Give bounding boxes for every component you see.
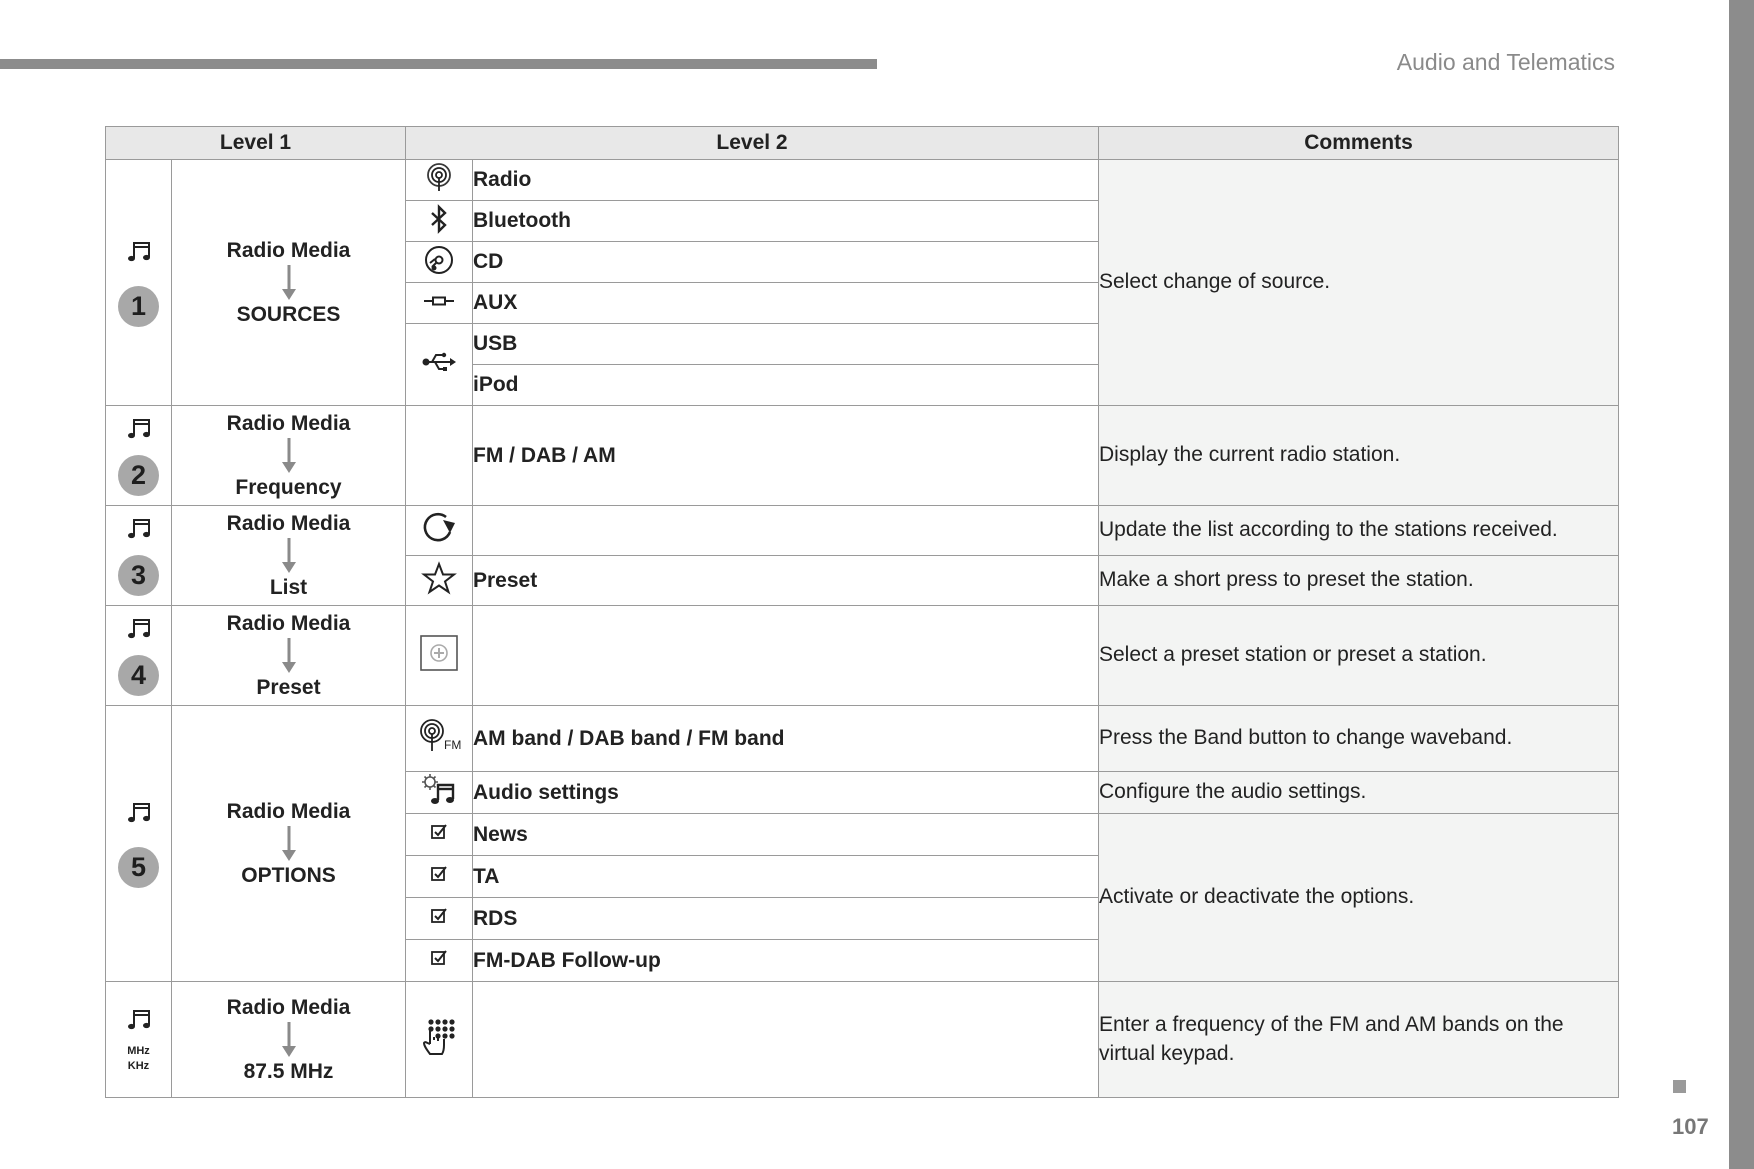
icon-cell bbox=[406, 283, 473, 324]
icon-cell bbox=[406, 242, 473, 283]
comment-cell: Activate or deactivate the options. bbox=[1099, 814, 1619, 982]
level1-cell-list bbox=[172, 506, 406, 606]
music-note-icon bbox=[126, 799, 152, 825]
usb-icon bbox=[421, 351, 457, 373]
level2-label: TA bbox=[473, 856, 1099, 898]
icon-cell bbox=[406, 814, 473, 856]
level2-label: Preset bbox=[473, 556, 1099, 606]
icon-cell bbox=[406, 772, 473, 814]
table-row bbox=[106, 982, 1619, 1098]
table-row bbox=[106, 406, 1619, 506]
icon-cell bbox=[406, 856, 473, 898]
header-comments: Comments bbox=[1099, 127, 1619, 160]
mhz-label: MHz bbox=[127, 1044, 150, 1057]
icon-cell bbox=[406, 606, 473, 706]
level1-cell-frequency bbox=[172, 406, 406, 506]
comment-cell: Enter a frequency of the FM and AM bands on the virtual keypad. bbox=[1099, 982, 1619, 1098]
khz-label: KHz bbox=[127, 1059, 150, 1072]
page-edge-strip bbox=[1729, 0, 1754, 1169]
level1-cell-sources bbox=[172, 160, 406, 406]
level2-label: RDS bbox=[473, 898, 1099, 940]
icon-cell bbox=[406, 160, 473, 201]
icon-cell bbox=[406, 556, 473, 606]
icon-cell bbox=[406, 506, 473, 556]
step-cell-3 bbox=[106, 506, 172, 606]
step-cell-1 bbox=[106, 160, 172, 406]
header-level2: Level 2 bbox=[406, 127, 1099, 160]
level2-label: USB bbox=[473, 324, 1099, 365]
band-icon bbox=[420, 719, 462, 753]
level1-top-label: Radio Media bbox=[226, 411, 351, 435]
arrow-down-icon bbox=[281, 265, 297, 301]
level2-label-empty bbox=[473, 982, 1099, 1098]
level2-label: Audio settings bbox=[473, 772, 1099, 814]
level1-top-label: Radio Media bbox=[226, 995, 351, 1019]
page-number: 107 bbox=[1672, 1114, 1709, 1139]
step-cell-4 bbox=[106, 606, 172, 706]
arrow-down-icon bbox=[281, 1022, 297, 1058]
keypad-icon bbox=[422, 1016, 456, 1058]
step-number-badge: 4 bbox=[118, 655, 159, 696]
arrow-down-icon bbox=[281, 826, 297, 862]
table-row bbox=[106, 160, 1619, 201]
arrow-down-icon bbox=[281, 538, 297, 574]
level1-bottom-label: 87.5 MHz bbox=[243, 1059, 334, 1083]
icon-cell bbox=[406, 982, 473, 1098]
level1-cell-options bbox=[172, 706, 406, 982]
comment-cell: Update the list according to the stations received. bbox=[1099, 506, 1619, 556]
comment-cell: Press the Band button to change waveband. bbox=[1099, 706, 1619, 772]
level1-top-label: Radio Media bbox=[226, 511, 351, 535]
level1-top-label: Radio Media bbox=[226, 238, 351, 262]
icon-cell-empty bbox=[406, 406, 473, 506]
table-row bbox=[106, 506, 1619, 556]
level2-label: AUX bbox=[473, 283, 1099, 324]
arrow-down-icon bbox=[281, 438, 297, 474]
table-row bbox=[106, 606, 1619, 706]
music-note-icon bbox=[126, 615, 152, 641]
icon-cell bbox=[406, 201, 473, 242]
music-note-icon bbox=[126, 415, 152, 441]
step-cell-5 bbox=[106, 706, 172, 982]
checkbox-icon bbox=[430, 823, 448, 841]
level2-label: Radio bbox=[473, 160, 1099, 201]
comment-cell: Make a short press to preset the station. bbox=[1099, 556, 1619, 606]
music-note-icon bbox=[126, 1006, 152, 1032]
level1-bottom-label: List bbox=[269, 575, 308, 599]
level1-bottom-label: OPTIONS bbox=[241, 863, 336, 887]
level2-label: FM-DAB Follow-up bbox=[473, 940, 1099, 982]
refresh-icon bbox=[421, 511, 457, 545]
level2-label-empty bbox=[473, 606, 1099, 706]
icon-cell bbox=[406, 940, 473, 982]
level2-label: FM / DAB / AM bbox=[473, 406, 1099, 506]
band-icon-text: FM bbox=[444, 738, 462, 752]
checkbox-icon bbox=[430, 907, 448, 925]
table-header-row bbox=[106, 127, 1619, 160]
radio-icon bbox=[425, 164, 453, 192]
level2-label: iPod bbox=[473, 365, 1099, 406]
level2-label: CD bbox=[473, 242, 1099, 283]
icon-cell bbox=[406, 898, 473, 940]
level2-label: News bbox=[473, 814, 1099, 856]
step-number-badge: 3 bbox=[118, 555, 159, 596]
step-number-badge: 5 bbox=[118, 847, 159, 888]
music-note-icon bbox=[126, 238, 152, 264]
cd-icon bbox=[424, 245, 454, 275]
level2-label: AM band / DAB band / FM band bbox=[473, 706, 1099, 772]
icon-cell bbox=[406, 706, 473, 772]
step-number-badge: 2 bbox=[118, 455, 159, 496]
aux-icon bbox=[423, 294, 455, 308]
comment-cell: Configure the audio settings. bbox=[1099, 772, 1619, 814]
section-title: Audio and Telematics bbox=[1396, 49, 1615, 75]
level1-bottom-label: SOURCES bbox=[236, 302, 341, 326]
comment-cell: Select change of source. bbox=[1099, 160, 1619, 406]
music-note-icon bbox=[126, 515, 152, 541]
header-level1: Level 1 bbox=[106, 127, 406, 160]
comment-cell: Select a preset station or preset a station. bbox=[1099, 606, 1619, 706]
level1-bottom-label: Preset bbox=[256, 675, 321, 699]
checkbox-icon bbox=[430, 949, 448, 967]
level1-top-label: Radio Media bbox=[226, 611, 351, 635]
step-number-badge: 1 bbox=[118, 286, 159, 327]
level2-label-empty bbox=[473, 506, 1099, 556]
bluetooth-icon bbox=[428, 204, 450, 234]
page-marker bbox=[1673, 1080, 1686, 1093]
level1-top-label: Radio Media bbox=[226, 799, 351, 823]
level1-bottom-label: Frequency bbox=[235, 475, 342, 499]
top-divider-bar bbox=[0, 59, 877, 69]
menu-table bbox=[105, 126, 1619, 1098]
table-row bbox=[106, 706, 1619, 772]
level2-label: Bluetooth bbox=[473, 201, 1099, 242]
level1-cell-frequency-entry bbox=[172, 982, 406, 1098]
step-cell-2 bbox=[106, 406, 172, 506]
arrow-down-icon bbox=[281, 638, 297, 674]
level1-cell-preset bbox=[172, 606, 406, 706]
icon-cell bbox=[406, 324, 473, 406]
audio-settings-icon bbox=[421, 773, 457, 807]
step-cell-mhz bbox=[106, 982, 172, 1098]
star-icon bbox=[422, 562, 456, 594]
comment-cell: Display the current radio station. bbox=[1099, 406, 1619, 506]
checkbox-icon bbox=[430, 865, 448, 883]
add-preset-icon bbox=[419, 634, 459, 672]
